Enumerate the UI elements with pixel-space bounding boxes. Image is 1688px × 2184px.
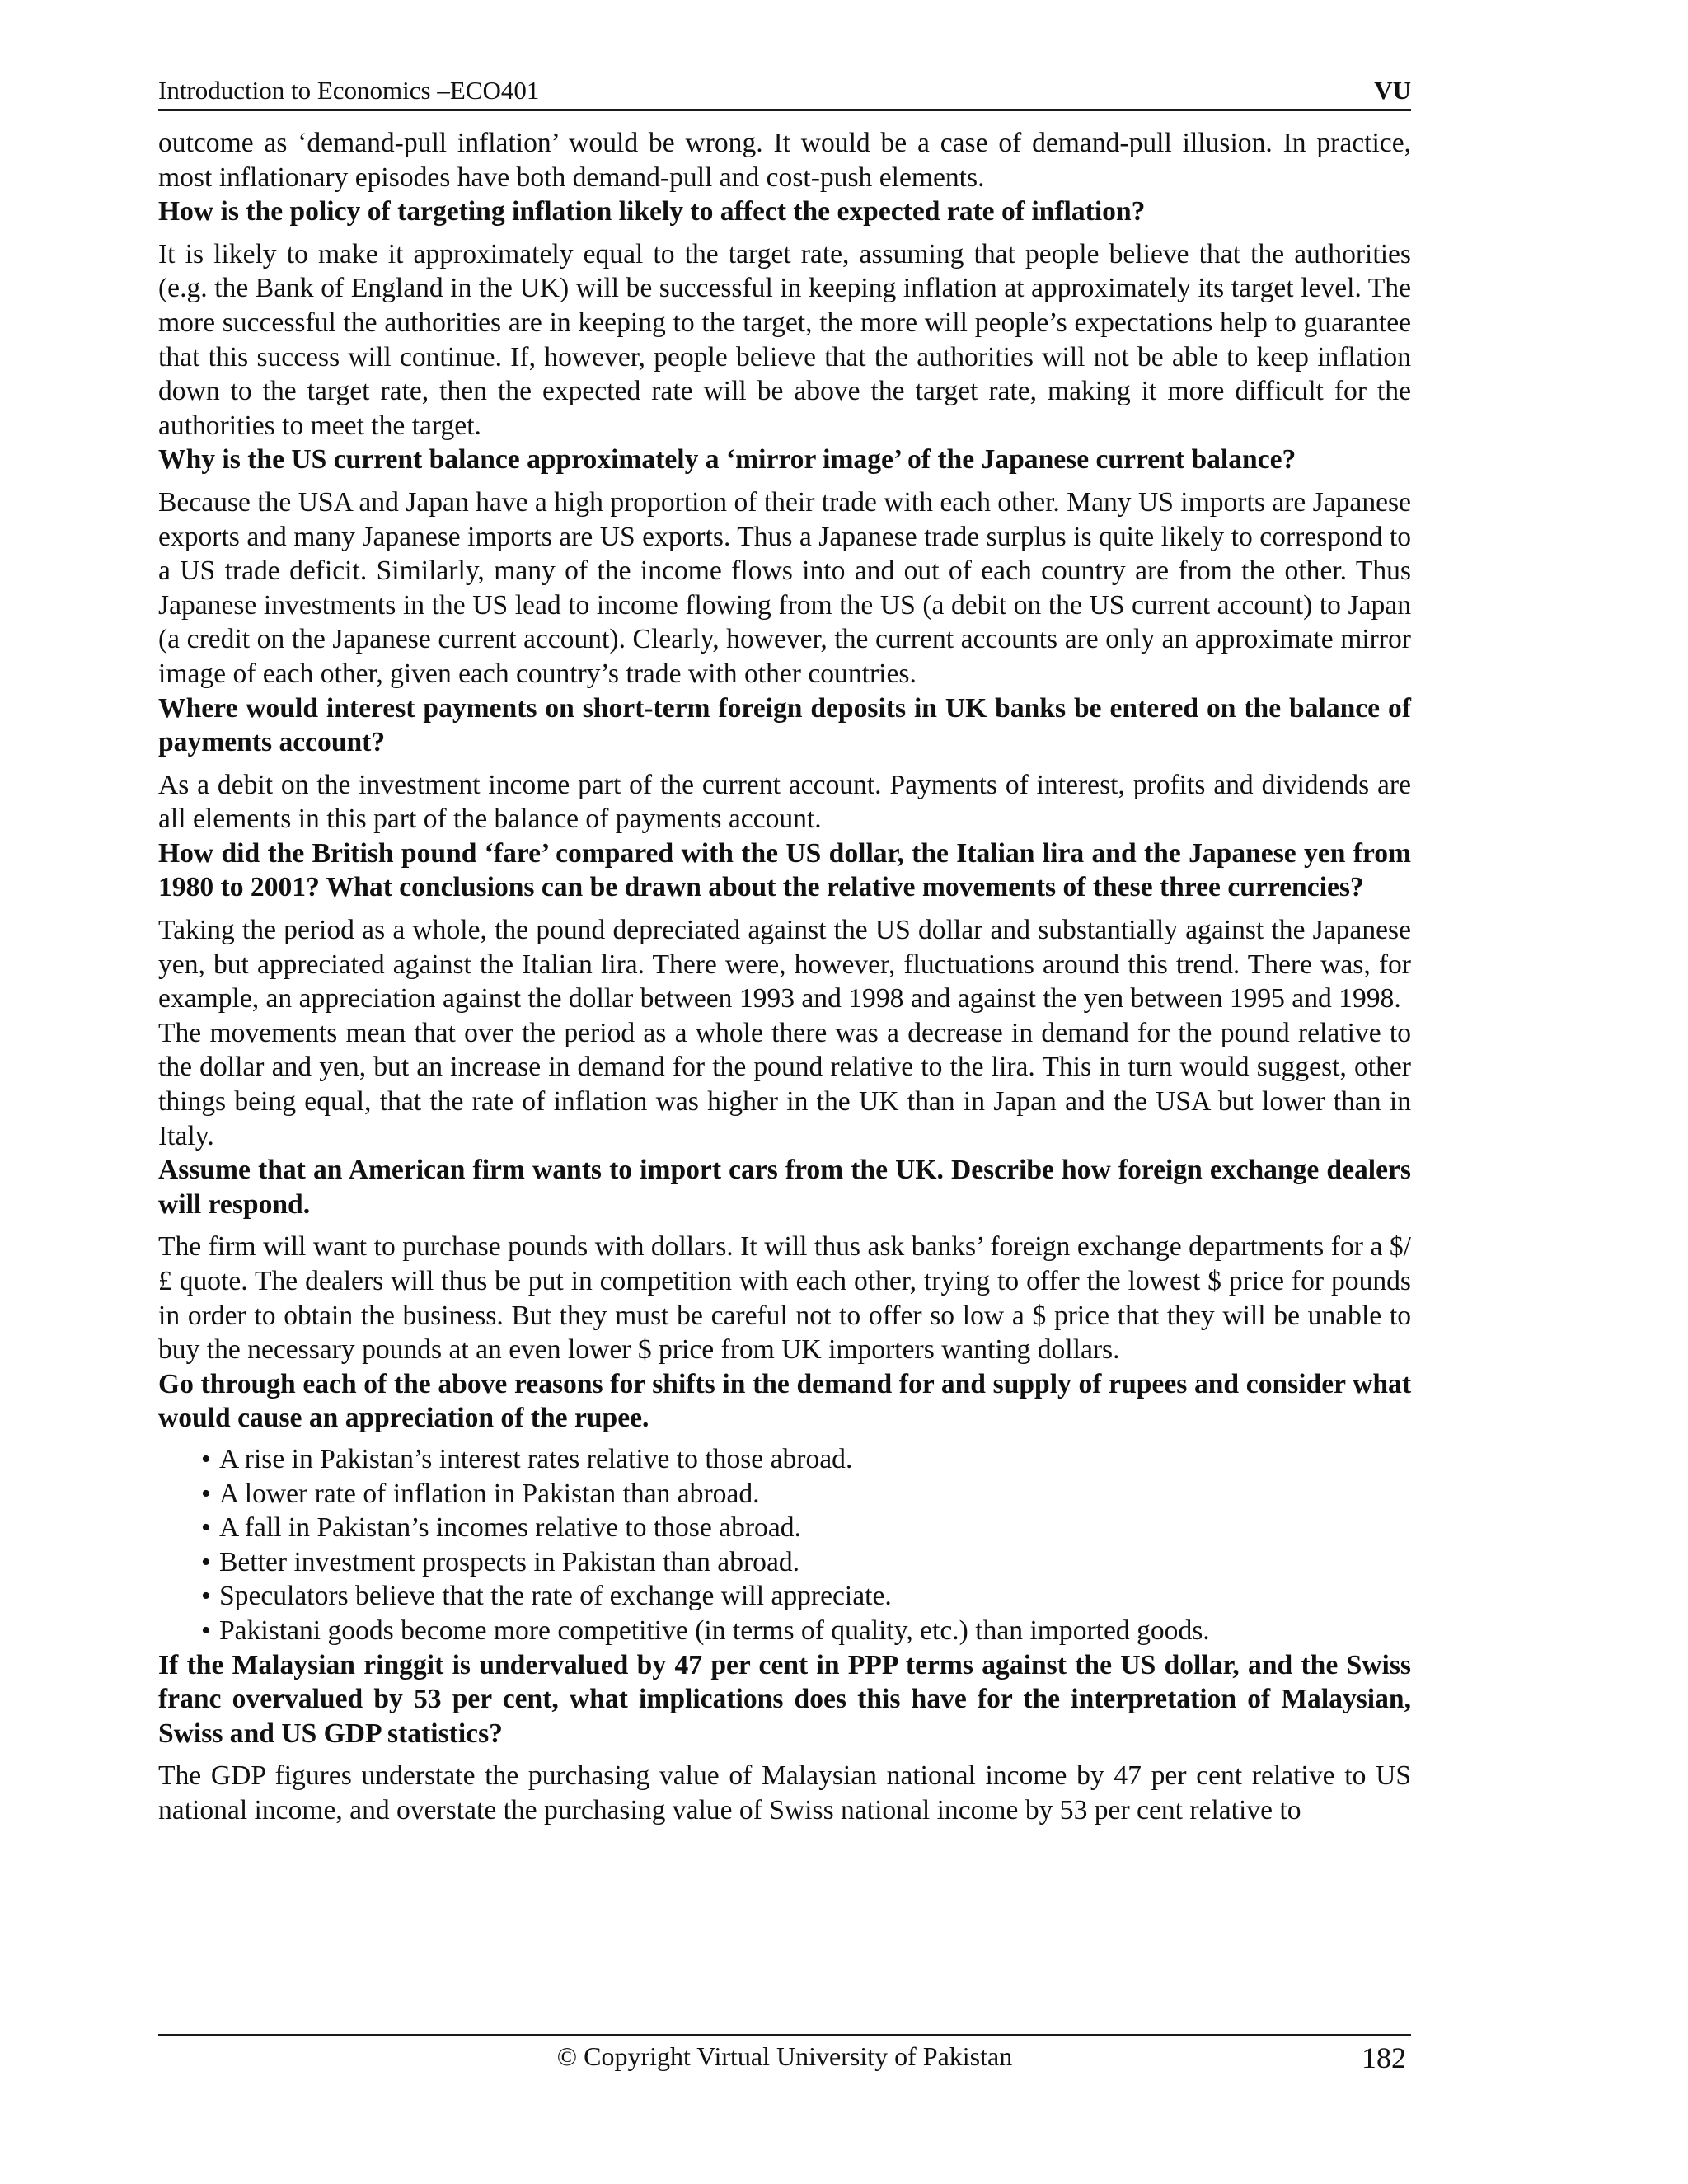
answer-interest-payments: As a debit on the investment income part of the current account. Payments of interest, profits and dividends are all elements in this part of the balance of payments account. — [158, 769, 1411, 835]
page-header — [158, 76, 1411, 111]
rupee-reasons-list — [158, 1442, 1411, 1648]
course-title: Introduction to Economics –ECO401 — [158, 76, 540, 105]
paragraph-continuation: outcome as ‘demand-pull inflation’ would be wrong. It would be a case of demand-pull illusion. In practice, most inflationary episodes have both demand-pull and cost-push elements. — [158, 128, 1411, 193]
vu-label: VU — [1374, 76, 1411, 105]
document-page — [158, 76, 1411, 2103]
page-content — [158, 126, 1411, 1828]
list-item: • Pakistani goods become more competitive (in terms of quality, etc.) than imported goods. — [201, 1614, 1411, 1648]
answer-inflation-targeting: It is likely to make it approximately equal to the target rate, assuming that people believe that the authorities (e.g. the Bank of England in the UK) will be successful in keeping inflation at approximately its target level. The more successful the authorities are in keeping to the target, the more will people’s expectations help to guarantee that this success will continue. If, however, people believe that the authorities will not be able to keep inflation down to the target rate, then the expected rate will be above the target rate, making it more difficult for the authorities to meet the target. — [158, 238, 1411, 441]
question-mirror-image: Why is the US current balance approximately a ‘mirror image’ of the Japanese current balance? — [158, 444, 1296, 476]
list-item: • A lower rate of inflation in Pakistan than abroad. — [201, 1477, 1411, 1511]
page-number: 182 — [1362, 2041, 1406, 2074]
page-footer — [158, 2034, 1411, 2073]
list-item: • A rise in Pakistan’s interest rates relative to those abroad. — [201, 1442, 1411, 1477]
copyright-text: © Copyright Virtual University of Pakistan — [556, 2041, 1013, 2071]
answer-ppp-gdp: The GDP figures understate the purchasing value of Malaysian national income by 47 per cent relative to US national income, and overstate the purchasing value of Swiss national income by 53 per cent relative to — [158, 1760, 1411, 1825]
question-ppp-gdp: If the Malaysian ringgit is undervalued by 47 per cent in PPP terms against the US dollar, and the Swiss franc overvalued by 53 per cent, what implications does this have for the interpretation of Malaysian, Swiss and US GDP statistics? — [158, 1649, 1411, 1749]
question-inflation-targeting: How is the policy of targeting inflation likely to affect the expected rate of inflation? — [158, 196, 1146, 227]
list-item: • Better investment prospects in Pakistan than abroad. — [201, 1545, 1411, 1580]
answer-american-firm: The firm will want to purchase pounds with dollars. It will thus ask banks’ foreign exchange departments for a $/£ quote. The dealers will thus be put in competition with each other, trying to offer the lowest $ price for pounds in order to obtain the business. But they must be careful not to offer so low a $ price that they will be unable to buy the necessary pounds at an even lower $ price from UK importers wanting dollars. — [158, 1231, 1411, 1366]
question-pound-fare: How did the British pound ‘fare’ compared with the US dollar, the Italian lira and the Japanese yen from 1980 to 2001? What conclusions can be drawn about the relative movements of these three currencies? — [158, 837, 1411, 903]
list-item: • A fall in Pakistan’s incomes relative to those abroad. — [201, 1511, 1411, 1545]
answer-mirror-image: Because the USA and Japan have a high proportion of their trade with each other. Many US imports are Japanese exports and many Japanese imports are US exports. Thus a Japanese trade surplus is quite likely to correspond to a US trade deficit. Similarly, many of the income flows into and out of each country are from the other. Thus Japanese investments in the US lead to income flowing from the US (a debit on the US current account) to Japan (a credit on the Japanese current account). Clearly, however, the current accounts are only an approximate mirror image of each other, given each country’s trade with other countries. — [158, 486, 1411, 689]
answer-pound-fare-2: The movements mean that over the period as a whole there was a decrease in demand for the pound relative to the dollar and yen, but an increase in demand for the pound relative to the lira. This in turn would suggest, other things being equal, that the rate of inflation was higher in the UK than in Japan and the USA but lower than in Italy. — [158, 1017, 1411, 1151]
question-american-firm: Assume that an American firm wants to import cars from the UK. Describe how foreign exchange dealers will respond. — [158, 1155, 1411, 1220]
question-interest-payments: Where would interest payments on short-term foreign deposits in UK banks be entered on the balance of payments account? — [158, 692, 1411, 758]
list-item: • Speculators believe that the rate of exchange will appreciate. — [201, 1579, 1411, 1614]
answer-pound-fare-1: Taking the period as a whole, the pound depreciated against the US dollar and substantially against the Japanese yen, but appreciated against the Italian lira. There were, however, fluctuations around this trend. There was, for example, an appreciation against the dollar between 1993 and 1998 and against the yen between 1995 and 1998. — [158, 915, 1411, 1015]
question-rupee-appreciation: Go through each of the above reasons for shifts in the demand for and supply of rupees and consider what would cause an appreciation of the rupee. — [158, 1368, 1411, 1434]
